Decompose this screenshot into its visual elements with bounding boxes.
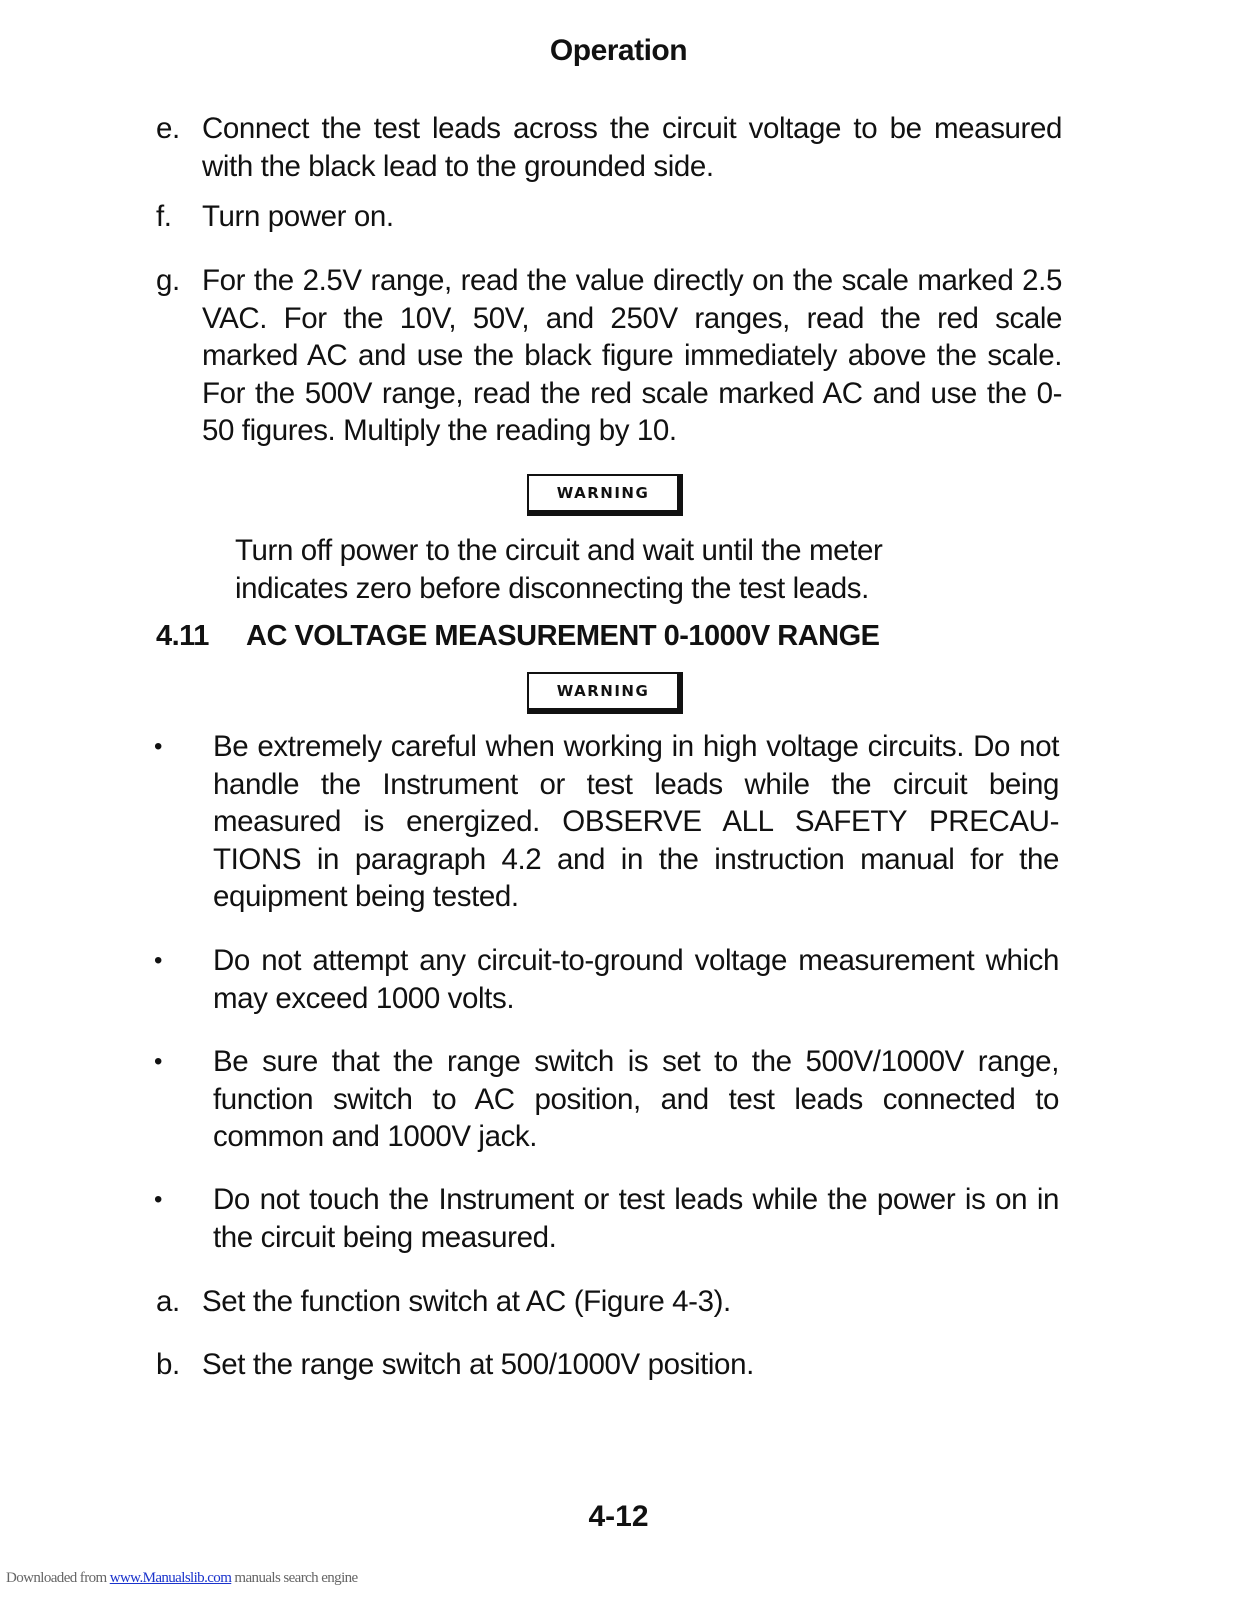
bullet-text: Be extremely careful when working in high voltage circuits. Do not handle the Instrument or test leads while the circuit being measured is energized. OBSERVE ALL SAFETY PRECAU-TIONS in paragraph 4.2 and in the instruction manual for the equipment being tested. — [213, 730, 1059, 913]
step-text: Set the range switch at 500/1000V position. — [202, 1348, 754, 1381]
section-title: AC VOLTAGE MEASUREMENT 0-1000V RANGE — [246, 620, 880, 652]
warning-label: WARNING — [556, 484, 650, 502]
page-number: 4-12 — [588, 1500, 649, 1533]
step-text: For the 2.5V range, read the value directly on the scale marked 2.5 VAC. For the 10V, 50V, and 250V ranges, read the red scale marked AC and use the black figure immediately above the scale. For the 500V range, read the red scale marked AC and use the 0-50 figures. Multiply the reading by 10. — [202, 264, 1062, 447]
bullet-marker: • — [154, 1048, 163, 1075]
section-heading — [156, 620, 880, 653]
warning-box — [527, 672, 683, 714]
step-marker: g. — [156, 264, 180, 297]
warning-box — [527, 474, 683, 516]
bullet-text: Do not touch the Instrument or test leads while the power is on in the circuit being measured. — [213, 1183, 1059, 1254]
bullet-marker: • — [154, 947, 163, 974]
footer-prefix: Downloaded from — [6, 1570, 110, 1586]
manualslib-link[interactable]: www.Manualslib.com — [109, 1570, 232, 1586]
step-marker: b. — [156, 1348, 180, 1381]
step-text: Connect the test leads across the circuit voltage to be measured with the black lead to the grounded side. — [202, 112, 1062, 183]
bullet-text: Do not attempt any circuit-to-ground voltage measurement which may exceed 1000 volts. — [213, 944, 1059, 1015]
warning-label: WARNING — [556, 682, 650, 700]
footer-suffix: manuals search engine — [231, 1570, 358, 1586]
step-text: Set the function switch at AC (Figure 4-3). — [202, 1285, 731, 1318]
warning-text: Turn off power to the circuit and wait until the meter indicates zero before disconnecting the test leads. — [235, 534, 883, 605]
bullet-marker: • — [154, 1186, 163, 1213]
bullet-text: Be sure that the range switch is set to the 500V/1000V range, function switch to AC position, and test leads connected to common and 1000V jack. — [213, 1045, 1059, 1153]
download-footer — [6, 1570, 358, 1587]
step-marker: f. — [156, 200, 172, 233]
step-text: Turn power on. — [202, 200, 394, 233]
page-header: Operation — [549, 34, 688, 67]
section-number: 4.11 — [156, 620, 209, 652]
step-marker: a. — [156, 1285, 180, 1318]
step-marker: e. — [156, 112, 180, 145]
bullet-marker: • — [154, 733, 163, 760]
